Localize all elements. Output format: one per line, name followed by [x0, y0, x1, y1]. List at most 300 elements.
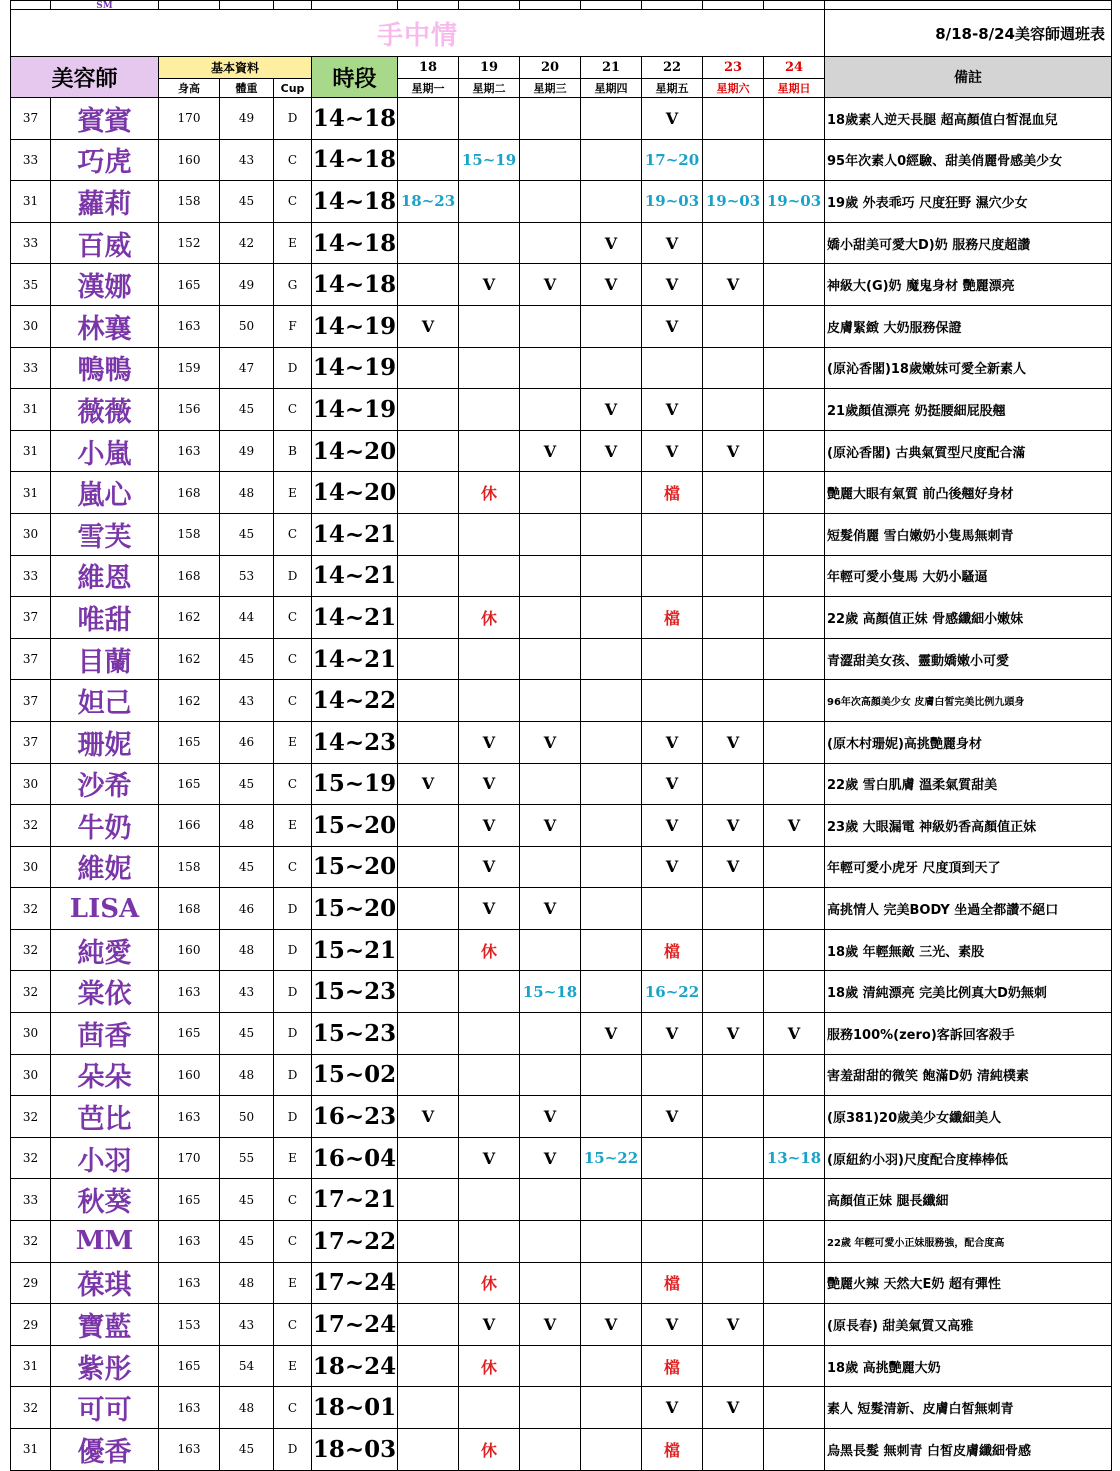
time-slot-cell: 14~18: [312, 222, 398, 264]
time-slot-cell: 14~21: [312, 513, 398, 555]
day-cell: 休: [459, 597, 520, 639]
day-cell: 15~22: [581, 1137, 642, 1179]
weight-cell: 45: [220, 846, 274, 888]
note-cell: (原紐約小羽)尺度配合度棒棒低: [825, 1137, 1112, 1179]
time-slot-cell: 14~21: [312, 638, 398, 680]
cup-cell: G: [274, 264, 312, 306]
time-slot-cell: 15~23: [312, 971, 398, 1013]
schedule-row: [11, 721, 1112, 763]
day-cell: [459, 1054, 520, 1096]
day-cell: [703, 513, 764, 555]
day-cell: [642, 1221, 703, 1263]
stylist-name: 目蘭: [51, 638, 159, 680]
age-cell: 30: [11, 1013, 51, 1055]
day-cell: [398, 513, 459, 555]
height-header: 身高: [159, 79, 220, 98]
day-cell: 19~03: [642, 181, 703, 223]
height-cell: 162: [159, 597, 220, 639]
basic-info-header: 基本資料: [159, 57, 312, 79]
day-cell: [581, 472, 642, 514]
note-cell: 18歲 年輕無敵 三光、素股: [825, 929, 1112, 971]
note-cell: 21歲顏值漂亮 奶挺腰細屁股翹: [825, 389, 1112, 431]
height-cell: 158: [159, 513, 220, 555]
day-cell: 休: [459, 929, 520, 971]
day-cell: [764, 1387, 825, 1429]
weight-cell: 55: [220, 1137, 274, 1179]
cup-cell: C: [274, 680, 312, 722]
age-cell: 30: [11, 513, 51, 555]
day-cell: V: [581, 1013, 642, 1055]
day-cell: [581, 513, 642, 555]
weight-cell: 50: [220, 1096, 274, 1138]
schedule-row: [11, 264, 1112, 306]
day-cell: [581, 555, 642, 597]
day-cell: [459, 305, 520, 347]
day-cell: [703, 472, 764, 514]
day-cell: [520, 181, 581, 223]
day-cell: [703, 638, 764, 680]
schedule-row: [11, 597, 1112, 639]
weight-cell: 49: [220, 264, 274, 306]
age-cell: 37: [11, 597, 51, 639]
stylist-name: 維妮: [51, 846, 159, 888]
day-cell: [520, 1429, 581, 1471]
day-cell: V: [642, 1096, 703, 1138]
day-cell: V: [398, 1096, 459, 1138]
day-cell: V: [520, 1096, 581, 1138]
day-of-week-header: 星期三: [520, 79, 581, 98]
cup-cell: C: [274, 597, 312, 639]
weight-cell: 45: [220, 763, 274, 805]
day-date-header: 18: [398, 57, 459, 79]
day-cell: [398, 1179, 459, 1221]
day-cell: V: [642, 430, 703, 472]
day-cell: [764, 1096, 825, 1138]
day-cell: [703, 1221, 764, 1263]
cup-cell: E: [274, 472, 312, 514]
day-cell: [703, 929, 764, 971]
day-date-header: 20: [520, 57, 581, 79]
day-cell: V: [703, 846, 764, 888]
day-cell: [459, 971, 520, 1013]
day-cell: V: [520, 430, 581, 472]
day-cell: [459, 222, 520, 264]
day-cell: [459, 347, 520, 389]
note-cell: 高顏值正妹 腿長纖細: [825, 1179, 1112, 1221]
weight-cell: 48: [220, 472, 274, 514]
cup-cell: D: [274, 347, 312, 389]
height-cell: 165: [159, 1179, 220, 1221]
cup-cell: C: [274, 389, 312, 431]
day-cell: [764, 971, 825, 1013]
schedule-row: [11, 1387, 1112, 1429]
day-cell: [764, 555, 825, 597]
age-cell: 31: [11, 472, 51, 514]
note-cell: 22歲 年輕可愛小正妹服務強，配合度高: [825, 1221, 1112, 1263]
schedule-row: [11, 1179, 1112, 1221]
day-cell: [703, 680, 764, 722]
weight-cell: 48: [220, 805, 274, 847]
weight-cell: 45: [220, 1221, 274, 1263]
day-cell: 15~18: [520, 971, 581, 1013]
stylist-name: LISA: [51, 888, 159, 930]
day-cell: V: [459, 1304, 520, 1346]
note-cell: 18歲 高挑艷麗大奶: [825, 1345, 1112, 1387]
schedule-row: [11, 1221, 1112, 1263]
schedule-row: [11, 888, 1112, 930]
cup-cell: C: [274, 1179, 312, 1221]
stylist-name: 林襄: [51, 305, 159, 347]
day-cell: 檔: [642, 472, 703, 514]
schedule-row: [11, 305, 1112, 347]
note-cell: 年輕可愛小隻馬 大奶小騷逼: [825, 555, 1112, 597]
age-cell: 32: [11, 1221, 51, 1263]
day-cell: [764, 763, 825, 805]
day-cell: [398, 597, 459, 639]
day-cell: [398, 1013, 459, 1055]
stylist-name: 芭比: [51, 1096, 159, 1138]
time-slot-cell: 14~19: [312, 305, 398, 347]
day-cell: [703, 1429, 764, 1471]
day-cell: [520, 1345, 581, 1387]
age-cell: 30: [11, 846, 51, 888]
age-cell: 32: [11, 888, 51, 930]
day-cell: [703, 305, 764, 347]
time-slot-cell: 14~20: [312, 472, 398, 514]
weight-header: 體重: [220, 79, 274, 98]
day-cell: [703, 597, 764, 639]
height-cell: 163: [159, 1387, 220, 1429]
day-cell: [520, 389, 581, 431]
stylist-header: 美容師: [11, 57, 159, 98]
day-cell: [581, 597, 642, 639]
schedule-table: [10, 97, 1112, 1471]
day-cell: [398, 389, 459, 431]
stylist-name: 維恩: [51, 555, 159, 597]
note-cell: (原長春) 甜美氣質又高雅: [825, 1304, 1112, 1346]
day-cell: [520, 597, 581, 639]
stylist-name: 紫彤: [51, 1345, 159, 1387]
day-cell: [459, 638, 520, 680]
note-cell: 18歲素人逆天長腿 超高顏值白皙混血兒: [825, 98, 1112, 140]
day-cell: [642, 1054, 703, 1096]
day-cell: [398, 680, 459, 722]
day-date-header: 23: [703, 57, 764, 79]
weight-cell: 43: [220, 1304, 274, 1346]
height-cell: 158: [159, 181, 220, 223]
schedule-row: [11, 680, 1112, 722]
brand-title: 手中情: [11, 10, 825, 57]
day-cell: [581, 721, 642, 763]
height-cell: 163: [159, 971, 220, 1013]
age-cell: 32: [11, 1137, 51, 1179]
day-cell: V: [703, 1304, 764, 1346]
day-of-week-header: 星期二: [459, 79, 520, 98]
time-slot-cell: 17~22: [312, 1221, 398, 1263]
note-cell: 素人 短髮清新、皮膚白皙無刺青: [825, 1387, 1112, 1429]
day-cell: [398, 264, 459, 306]
stylist-name: 純愛: [51, 929, 159, 971]
day-cell: [642, 680, 703, 722]
day-cell: [642, 555, 703, 597]
day-cell: [581, 1262, 642, 1304]
day-cell: V: [642, 1304, 703, 1346]
day-cell: [581, 1429, 642, 1471]
day-cell: [703, 98, 764, 140]
day-cell: [764, 1345, 825, 1387]
day-cell: [764, 680, 825, 722]
stylist-name: 百威: [51, 222, 159, 264]
day-cell: V: [581, 1304, 642, 1346]
stylist-name: 小嵐: [51, 430, 159, 472]
age-cell: 31: [11, 1429, 51, 1471]
day-of-week-header: 星期五: [642, 79, 703, 98]
height-cell: 162: [159, 680, 220, 722]
day-cell: [642, 888, 703, 930]
day-cell: [520, 680, 581, 722]
note-cell: 高挑情人 完美BODY 坐過全都讚不絕口: [825, 888, 1112, 930]
day-cell: [764, 846, 825, 888]
day-cell: [642, 1179, 703, 1221]
time-slot-cell: 14~23: [312, 721, 398, 763]
day-cell: V: [459, 763, 520, 805]
time-slot-cell: 15~20: [312, 888, 398, 930]
day-cell: 17~20: [642, 139, 703, 181]
day-date-header: 24: [764, 57, 825, 79]
stylist-name: MM: [51, 1221, 159, 1263]
day-cell: [520, 98, 581, 140]
height-cell: 160: [159, 1054, 220, 1096]
stylist-name: 鴨鴨: [51, 347, 159, 389]
schedule-row: [11, 389, 1112, 431]
height-cell: 158: [159, 846, 220, 888]
day-cell: [764, 1054, 825, 1096]
day-cell: [459, 98, 520, 140]
age-cell: 33: [11, 555, 51, 597]
day-cell: [398, 430, 459, 472]
stylist-name: 唯甜: [51, 597, 159, 639]
day-cell: [642, 513, 703, 555]
day-cell: [703, 971, 764, 1013]
day-cell: [703, 1096, 764, 1138]
day-cell: 休: [459, 1262, 520, 1304]
time-slot-cell: 14~21: [312, 597, 398, 639]
day-cell: [703, 763, 764, 805]
day-cell: [398, 139, 459, 181]
day-cell: V: [520, 721, 581, 763]
day-cell: [520, 929, 581, 971]
note-cell: 青澀甜美女孩、靈動嬌嫩小可愛: [825, 638, 1112, 680]
day-cell: [398, 1262, 459, 1304]
stylist-name: 雪芙: [51, 513, 159, 555]
note-cell: 艷麗大眼有氣質 前凸後翹好身材: [825, 472, 1112, 514]
weight-cell: 46: [220, 721, 274, 763]
cup-cell: D: [274, 929, 312, 971]
day-cell: [764, 597, 825, 639]
day-cell: V: [642, 721, 703, 763]
cup-cell: D: [274, 888, 312, 930]
time-slot-cell: 14~18: [312, 181, 398, 223]
day-cell: [581, 347, 642, 389]
day-cell: [703, 347, 764, 389]
weight-cell: 43: [220, 139, 274, 181]
age-cell: 33: [11, 347, 51, 389]
day-cell: V: [581, 264, 642, 306]
day-cell: [703, 222, 764, 264]
day-cell: V: [520, 264, 581, 306]
day-cell: [764, 1221, 825, 1263]
note-cell: 22歲 雪白肌膚 溫柔氣質甜美: [825, 763, 1112, 805]
day-cell: [398, 846, 459, 888]
day-cell: [581, 971, 642, 1013]
day-cell: [764, 472, 825, 514]
age-cell: 32: [11, 971, 51, 1013]
time-slot-cell: 16~04: [312, 1137, 398, 1179]
time-slot-cell: 17~24: [312, 1262, 398, 1304]
day-cell: 檔: [642, 1262, 703, 1304]
day-cell: [398, 721, 459, 763]
day-cell: [581, 763, 642, 805]
day-cell: [764, 1304, 825, 1346]
weight-cell: 49: [220, 430, 274, 472]
stylist-name: 薇薇: [51, 389, 159, 431]
day-cell: [581, 1179, 642, 1221]
schedule-row: [11, 222, 1112, 264]
day-cell: [703, 1054, 764, 1096]
day-cell: V: [581, 389, 642, 431]
weight-cell: 54: [220, 1345, 274, 1387]
time-slot-cell: 14~18: [312, 98, 398, 140]
day-cell: V: [703, 430, 764, 472]
cup-cell: D: [274, 1013, 312, 1055]
day-cell: [398, 1387, 459, 1429]
stylist-name: 朵朵: [51, 1054, 159, 1096]
schedule-row: [11, 1054, 1112, 1096]
stylist-name: 可可: [51, 1387, 159, 1429]
schedule-row: [11, 971, 1112, 1013]
day-cell: [581, 1345, 642, 1387]
schedule-row: [11, 1137, 1112, 1179]
day-cell: V: [520, 1137, 581, 1179]
day-cell: V: [642, 222, 703, 264]
note-cell: 艷麗火辣 天然大E奶 超有彈性: [825, 1262, 1112, 1304]
age-cell: 37: [11, 721, 51, 763]
day-cell: [764, 1429, 825, 1471]
day-cell: [703, 139, 764, 181]
time-slot-cell: 15~23: [312, 1013, 398, 1055]
day-cell: V: [520, 888, 581, 930]
weight-cell: 48: [220, 1387, 274, 1429]
day-cell: [764, 1179, 825, 1221]
day-cell: 檔: [642, 1345, 703, 1387]
day-cell: [520, 1054, 581, 1096]
weight-cell: 45: [220, 181, 274, 223]
day-cell: [520, 1262, 581, 1304]
day-cell: [398, 971, 459, 1013]
day-cell: [398, 98, 459, 140]
age-cell: 29: [11, 1262, 51, 1304]
day-cell: [459, 1221, 520, 1263]
age-cell: 30: [11, 1054, 51, 1096]
day-cell: V: [703, 805, 764, 847]
time-slot-cell: 15~20: [312, 846, 398, 888]
weight-cell: 42: [220, 222, 274, 264]
schedule-row: [11, 1304, 1112, 1346]
time-slot-cell: 14~19: [312, 389, 398, 431]
day-cell: 檔: [642, 1429, 703, 1471]
cup-cell: E: [274, 1137, 312, 1179]
height-cell: 165: [159, 721, 220, 763]
day-cell: [703, 1137, 764, 1179]
day-cell: [459, 1387, 520, 1429]
weight-cell: 49: [220, 98, 274, 140]
cup-cell: C: [274, 763, 312, 805]
day-cell: [642, 1137, 703, 1179]
day-of-week-header: 星期六: [703, 79, 764, 98]
day-cell: [459, 1013, 520, 1055]
height-cell: 168: [159, 888, 220, 930]
height-cell: 163: [159, 305, 220, 347]
cup-cell: D: [274, 1096, 312, 1138]
stylist-name: 寶藍: [51, 1304, 159, 1346]
cup-cell: B: [274, 430, 312, 472]
day-cell: [581, 929, 642, 971]
day-cell: [764, 638, 825, 680]
height-cell: 163: [159, 430, 220, 472]
cup-cell: D: [274, 1429, 312, 1471]
weight-cell: 50: [220, 305, 274, 347]
cup-header: Cup: [274, 79, 312, 98]
schedule-row: [11, 1013, 1112, 1055]
day-cell: V: [459, 1137, 520, 1179]
day-date-header: 21: [581, 57, 642, 79]
weight-cell: 53: [220, 555, 274, 597]
note-cell: 烏黑長髮 無刺青 白皙皮膚纖細骨感: [825, 1429, 1112, 1471]
time-slot-cell: 18~24: [312, 1345, 398, 1387]
day-cell: V: [520, 1304, 581, 1346]
day-cell: [581, 98, 642, 140]
weight-cell: 45: [220, 513, 274, 555]
day-cell: [520, 1013, 581, 1055]
day-cell: [764, 929, 825, 971]
day-cell: V: [703, 264, 764, 306]
day-cell: [398, 888, 459, 930]
day-cell: [459, 1096, 520, 1138]
note-cell: 服務100%(zero)客訴回客殺手: [825, 1013, 1112, 1055]
day-cell: V: [520, 805, 581, 847]
day-cell: [398, 222, 459, 264]
cup-cell: C: [274, 181, 312, 223]
schedule-row: [11, 555, 1112, 597]
weight-cell: 43: [220, 680, 274, 722]
age-cell: 37: [11, 680, 51, 722]
stylist-name: 巧虎: [51, 139, 159, 181]
day-cell: 16~22: [642, 971, 703, 1013]
time-slot-cell: 18~03: [312, 1429, 398, 1471]
stylist-name: 棠依: [51, 971, 159, 1013]
weight-cell: 48: [220, 1054, 274, 1096]
cup-cell: D: [274, 98, 312, 140]
day-cell: V: [642, 846, 703, 888]
day-cell: [520, 1221, 581, 1263]
note-cell: 19歲 外表乖巧 尺度狂野 濕穴少女: [825, 181, 1112, 223]
day-cell: V: [581, 222, 642, 264]
day-cell: [581, 181, 642, 223]
cut-name: SM: [51, 1, 159, 10]
height-cell: 163: [159, 1262, 220, 1304]
height-cell: 165: [159, 763, 220, 805]
day-cell: [764, 389, 825, 431]
